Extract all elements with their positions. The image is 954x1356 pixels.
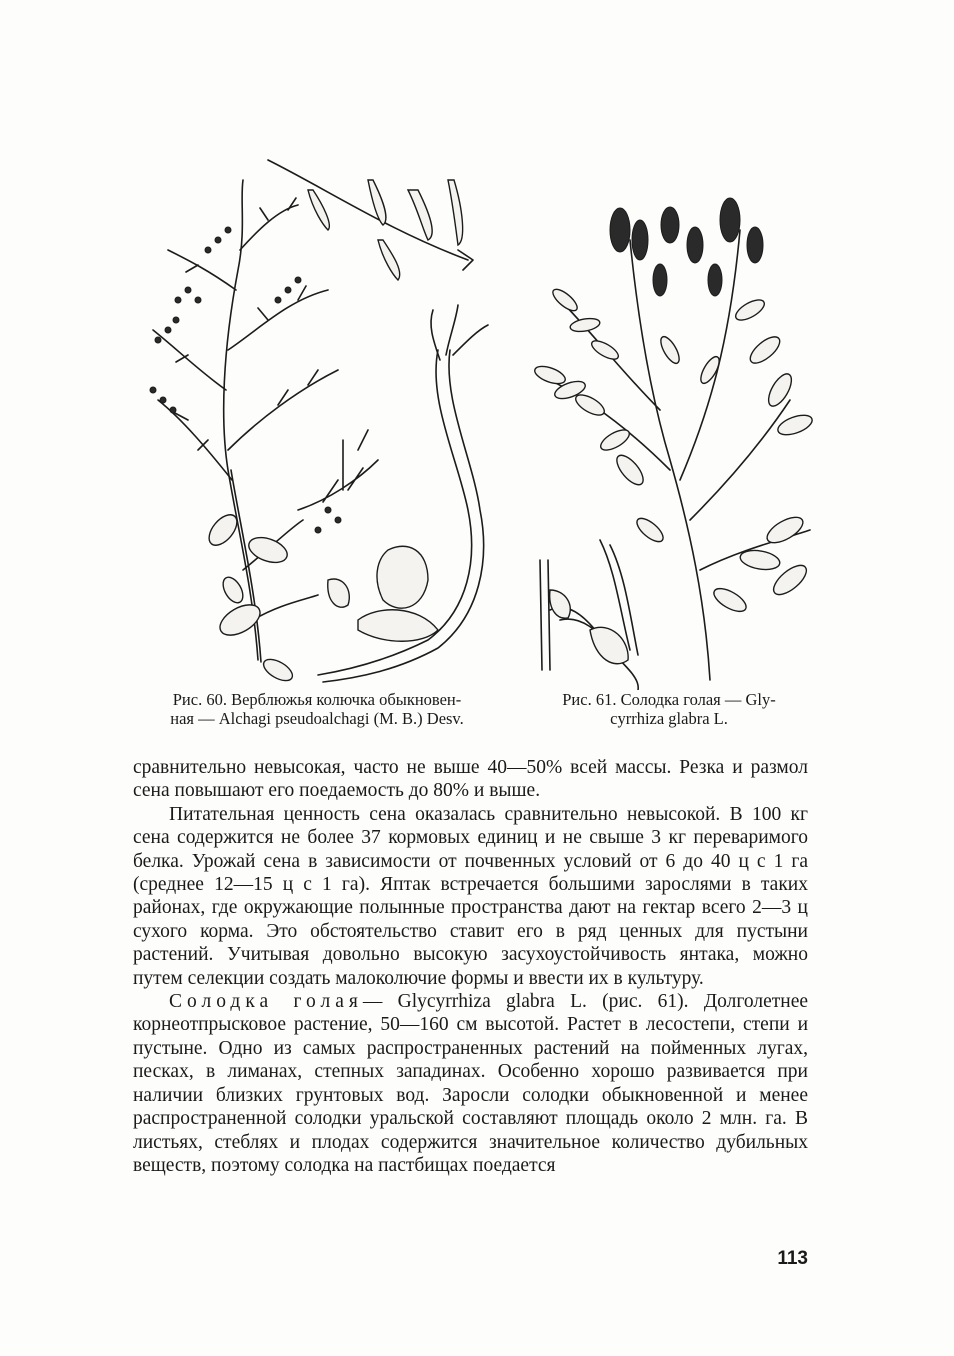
caption-figure-60 [128,690,506,728]
figure-captions [128,690,818,742]
caption-61-label: Рис. 61. [562,690,617,709]
body-text [133,756,808,1177]
term-solodka-golaya: Солодка голая [169,991,363,1013]
paragraph-1: сравнительно невысокая, часто не выше 40—50% всей массы. Резка и размол сена повышают его поедаемость до 80% и выше. [133,757,808,802]
caption-61-line2: cyrrhiza glabra L. [610,709,728,728]
figure-61-illustration [520,150,818,690]
caption-60-label: Рис. 60. [172,690,227,709]
paragraph-3-text: — Glycyrrhiza glabra L. (рис. 61). Долголетнее корнеотпрысковое растение, 50—160 см высотой. Растет в лесостепи, степи и пустыне. Одно из самых распространенных растений на пойменных лугах, песках, в лиманах, степных западинах. Особенно хорошо развивается при наличии близких грунтовых вод. Заросли солодки обыкновенной и менее распространенной солодки уральской составляют площадь около 2 млн. га. В листьях, стеблях и плодах содержится значительное количество дубильных веществ, поэтому солодка на пастбищах поедается [133,991,809,1176]
page-number: 113 [777,1248,808,1269]
caption-60-line2: ная — Alchagi pseudoalchagi (M. B.) Desv. [170,709,464,728]
paragraph-3 [133,990,808,1177]
figure-60-illustration [128,150,500,690]
caption-60-line1: Верблюжья колючка обыкновен- [231,690,462,709]
figures-block [128,150,818,690]
paragraph-2: Питательная ценность сена оказалась сравнительно невысокой. В 100 кг сена содержится не более 37 кормовых единиц и не свыше 3 кг переваримого белка. Урожай сена в зависимости от почвенных условий от 6 до 40 ц с 1 га (среднее 12—15 ц с 1 га). Яптак встречается большими зарослями в таких районах, где окружающие полынные пространства дают на гектар всего 2—3 ц сухого корма. Это обстоятельство ставит его в ряд ценных для пустыни растений. Учитывая довольно высокую засухоустойчивость янтака, можно путем селекции создать малоколючие формы и ввести их в культуру. [133,803,808,989]
caption-61-line1: Солодка голая — Gly- [620,690,776,709]
caption-figure-61 [520,690,818,728]
